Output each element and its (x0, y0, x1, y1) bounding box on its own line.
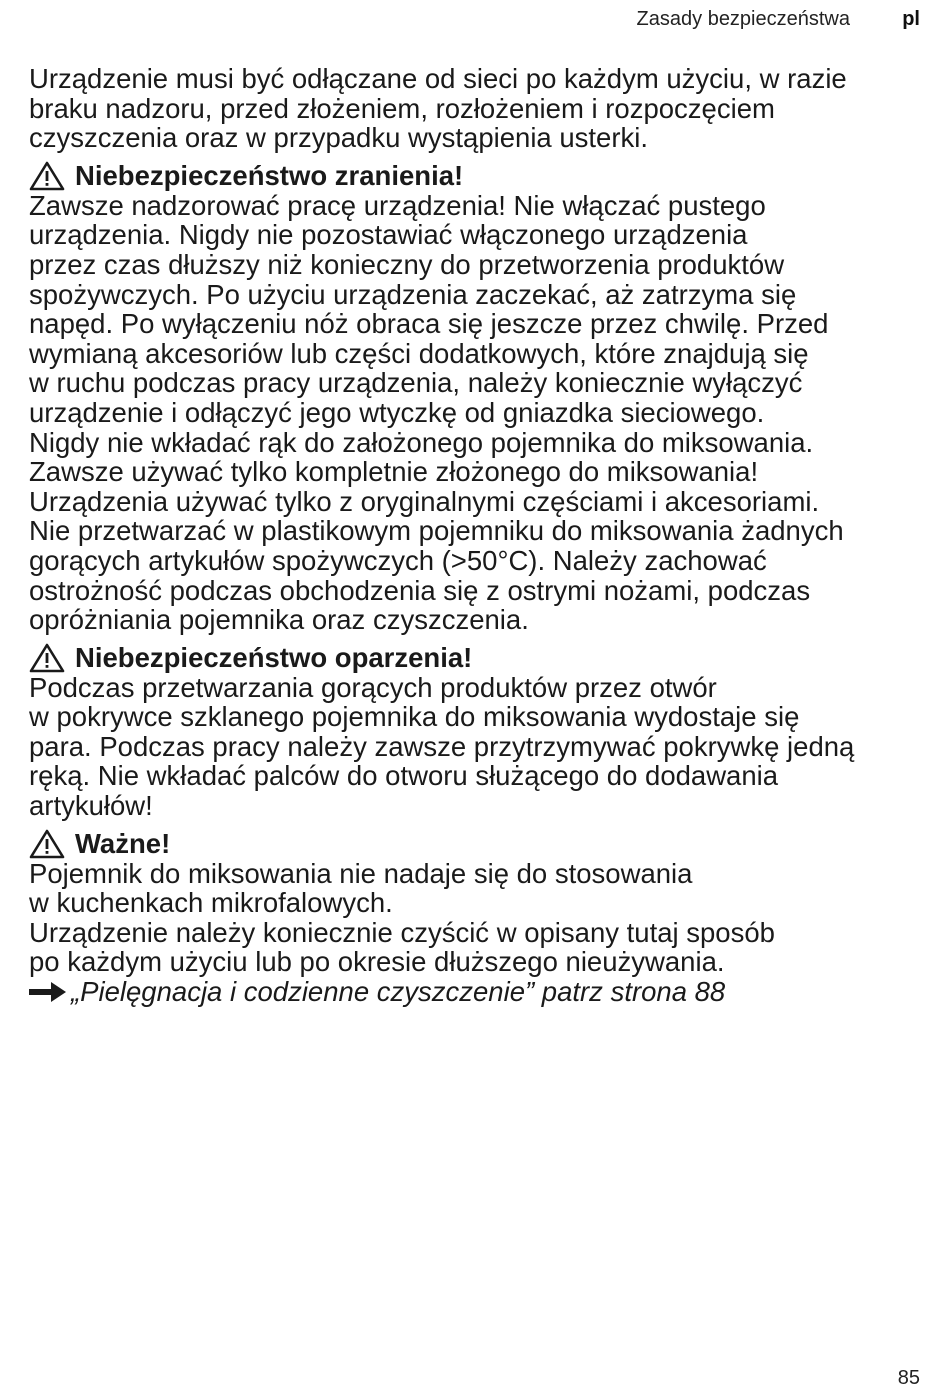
header-section-title: Zasady bezpieczeństwa (636, 8, 850, 30)
burn-warning-title: Niebezpieczeństwo oparzenia! (75, 641, 473, 673)
text-line: braku nadzoru, przed złożeniem, rozłożeniem i rozpoczęciem (29, 92, 775, 124)
text-line: ostrożność podczas obchodzenia się z ostrymi nożami, podczas (29, 574, 811, 606)
warning-triangle-icon (29, 829, 65, 859)
injury-warning-text (29, 191, 929, 635)
text-line: przez czas dłuższy niż konieczny do przetworzenia produktów (29, 248, 785, 280)
text-line: Urządzenie musi być odłączane od sieci po każdym użyciu, w razie (29, 63, 847, 94)
text-line: w ruchu podczas pracy urządzenia, należy koniecznie wyłączyć (29, 367, 803, 399)
text-line: po każdym użyciu lub po okresie dłuższego nieużywania. (29, 946, 725, 978)
burn-warning-text (29, 673, 929, 821)
intro-paragraph (29, 64, 929, 153)
text-line: Nigdy nie wkładać rąk do założonego pojemnika do miksowania. (29, 426, 814, 458)
text-line: w pokrywce szklanego pojemnika do miksowania wydostaje się (29, 701, 800, 733)
care-reference-text: „Pielęgnacja i codzienne czyszczenie” patrz strona 88 (71, 976, 726, 1008)
warning-triangle-icon (29, 643, 65, 673)
injury-warning-title: Niebezpieczeństwo zranienia! (75, 159, 464, 191)
important-heading (29, 829, 929, 859)
text-line: Zawsze nadzorować pracę urządzenia! Nie włączać pustego (29, 189, 766, 221)
burn-warning-heading (29, 643, 929, 673)
text-line: napęd. Po wyłączeniu nóż obraca się jeszcze przez chwilę. Przed (29, 308, 829, 340)
text-line: gorących artykułów spożywczych (>50°C). Należy zachować (29, 544, 767, 576)
text-line: opróżniania pojemnika oraz czyszczenia. (29, 604, 529, 636)
warning-triangle-icon (29, 161, 65, 191)
important-text (29, 859, 929, 1007)
text-line: artykułów! (29, 790, 153, 822)
text-line: Pojemnik do miksowania nie nadaje się do stosowania (29, 857, 693, 889)
important-title: Ważne! (75, 827, 171, 859)
page-content (29, 64, 929, 1007)
arrow-right-icon (29, 980, 67, 1004)
text-line: Urządzenie należy koniecznie czyścić w opisany tutaj sposób (29, 916, 775, 948)
page-number: 85 (897, 1367, 920, 1389)
text-line: czyszczenia oraz w przypadku wystąpienia usterki. (29, 122, 649, 154)
text-line: Urządzenia używać tylko z oryginalnymi częściami i akcesoriami. (29, 485, 820, 517)
text-line: Zawsze używać tylko kompletnie złożonego do miksowania! (29, 456, 759, 488)
header-language-code: pl (902, 8, 920, 30)
text-line: urządzenia. Nigdy nie pozostawiać włączonego urządzenia (29, 219, 748, 251)
injury-warning-heading (29, 161, 929, 191)
text-line: ręką. Nie wkładać palców do otworu służącego do dodawania (29, 760, 779, 792)
text-line: w kuchenkach mikrofalowych. (29, 887, 393, 919)
text-line: Nie przetwarzać w plastikowym pojemniku do miksowania żadnych (29, 515, 844, 547)
text-line: para. Podczas pracy należy zawsze przytrzymywać pokrywkę jedną (29, 730, 855, 762)
care-reference (29, 977, 929, 1007)
text-line: urządzenie i odłączyć jego wtyczkę od gniazdka sieciowego. (29, 396, 765, 428)
page-header (0, 6, 950, 34)
text-line: Podczas przetwarzania gorących produktów przez otwór (29, 671, 717, 703)
text-line: wymianą akcesoriów lub części dodatkowych, które znajdują się (29, 337, 809, 369)
text-line: spożywczych. Po użyciu urządzenia zaczekać, aż zatrzyma się (29, 278, 797, 310)
